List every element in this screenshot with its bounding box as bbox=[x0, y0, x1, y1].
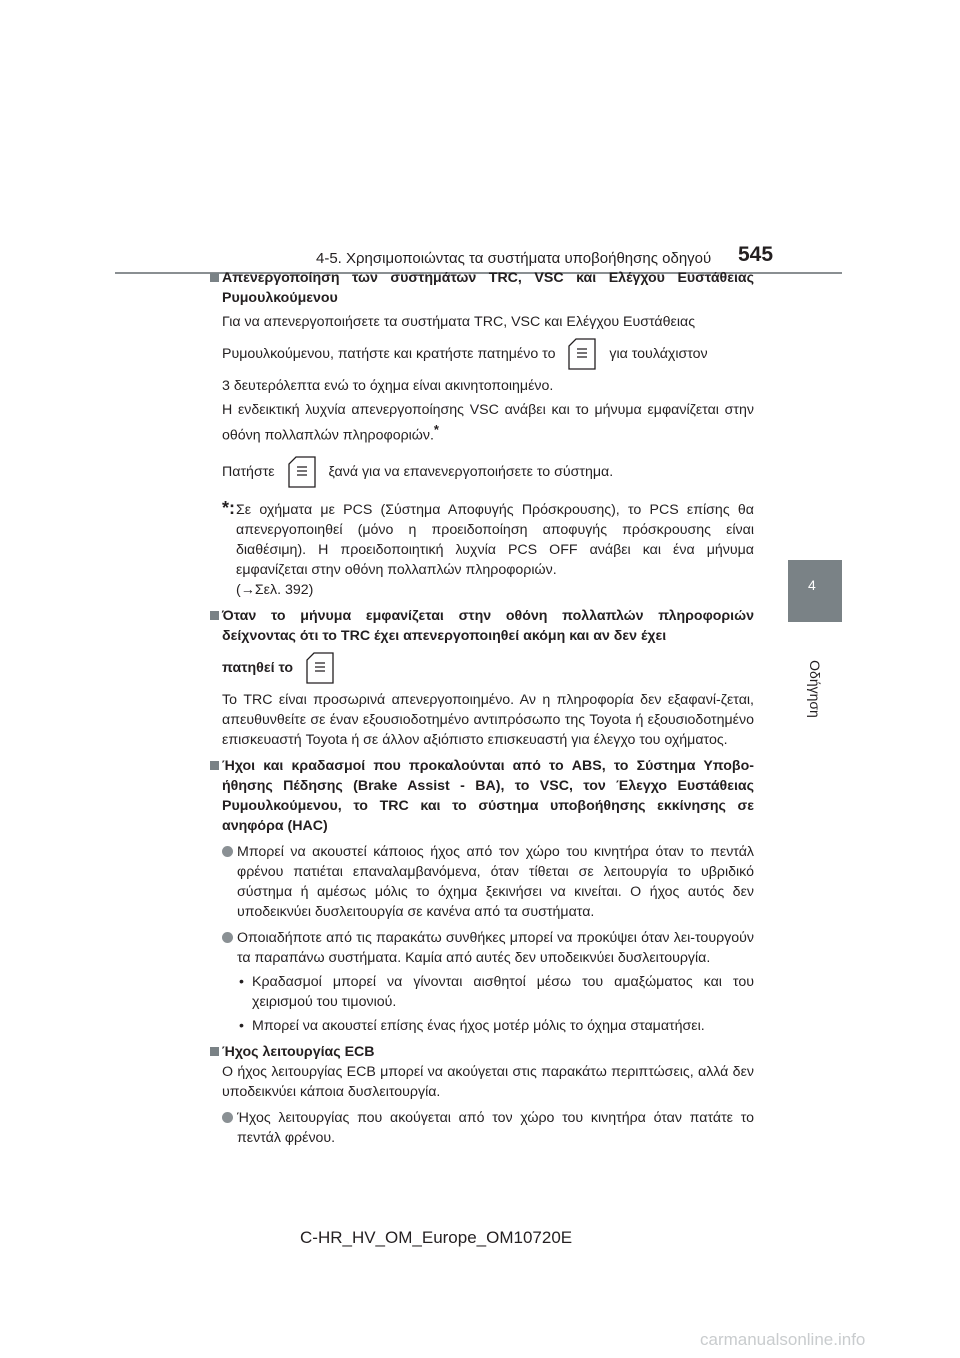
paragraph: Πατήστε ξανά για να επανενεργοποιήσετε το σύστημα. bbox=[222, 450, 754, 494]
vsc-off-button-icon bbox=[287, 455, 317, 489]
list-item: Ήχος λειτουργίας που ακούγεται από τον χώρο του κινητήρα όταν πατάτε το πεντάλ φρένου. bbox=[222, 1108, 754, 1148]
round-bullet-icon bbox=[222, 932, 233, 943]
section-title: Απενεργοποίηση των συστημάτων TRC, VSC και Ελέγχου Ευστάθειας Ρυμουλκούμενου bbox=[210, 268, 754, 308]
page-number: 545 bbox=[738, 243, 774, 266]
list-item: Μπορεί να ακουστεί κάποιος ήχος από τον χώρο του κινητήρα όταν το πεντάλ φρένου πατιέται επαναλαμβανόμενα, όταν τίθεται σε λειτουργία το υβριδικό σύστημα ή αμέσως μόλις το όχημα ξεκινήσει να κινείται. Ο ήχος αυτός δεν υποδεικνύει δυσλειτουργία σε κανένα από τα συστήματα. bbox=[222, 842, 754, 922]
round-bullet-icon bbox=[222, 1112, 233, 1123]
section-title: Όταν το μήνυμα εμφανίζεται στην οθόνη πολλαπλών πληροφοριών δείχνοντας ότι το TRC έχει απενεργοποιηθεί ακόμη και αν δεν έχει πατηθεί το bbox=[210, 606, 754, 690]
section-title: Ήχοι και κραδασμοί που προκαλούνται από το ABS, το Σύστημα Υποβο-ήθησης Πέδησης (Brake Assist - BA), το VSC, τον Έλεγχο Ευστάθειας Ρυμουλκούμενου, το TRC και το σύστημα υποβοήθησης εκκίνησης σε ανηφόρα (HAC) bbox=[210, 756, 754, 836]
page-content bbox=[210, 268, 754, 1154]
document-footer: C-HR_HV_OM_Europe_OM10720E bbox=[300, 1228, 573, 1247]
chapter-number: 4 bbox=[808, 577, 816, 593]
sub-list-item: • Μπορεί να ακουστεί επίσης ένας ήχος μοτέρ μόλις το όχημα σταματήσει. bbox=[239, 1017, 705, 1034]
list-item: Οποιαδήποτε από τις παρακάτω συνθήκες μπορεί να προκύψει όταν λει-τουργούν τα παραπάνω συστήματα. Καμία από αυτές δεν υποδεικνύει δυσλειτουργία. bbox=[222, 928, 754, 968]
square-bullet-icon bbox=[210, 761, 219, 770]
square-bullet-icon bbox=[210, 273, 219, 282]
paragraph: Η ενδεικτική λυχνία απενεργοποίησης VSC ανάβει και το μήνυμα εμφανίζεται στην οθόνη πολλαπλών πληροφοριών.* bbox=[222, 402, 754, 444]
section-disable-trc-vsc bbox=[210, 268, 754, 600]
chapter-label: Οδήγηση bbox=[807, 660, 823, 718]
vsc-off-button-icon bbox=[305, 651, 335, 685]
vsc-off-button-icon bbox=[567, 337, 597, 371]
paragraph: Για να απενεργοποιήσετε τα συστήματα TRC, VSC και Ελέγχου Ευστάθειας Ρυμουλκούμενου, πατήστε και κρατήστε πατημένο το για τουλάχιστον 3 δευτερόλεπτα ενώ το όχημα είναι ακινητοποιημένο. bbox=[222, 314, 708, 394]
running-header: 4-5. Χρησιμοποιώντας τα συστήματα υποβοήθησης οδηγού bbox=[316, 250, 712, 267]
footnote: *: Σε οχήματα με PCS (Σύστημα Αποφυγής Πρόσκρουσης), το PCS επίσης θα απενεργοποιηθεί (μόνο η προειδοποίηση αποφυγής πρόσκρουσης είναι διαθέσιμη). Η προειδοποιητική λυχνία PCS OFF ανάβει και ένα μήνυμα εμφανίζεται στην οθόνη πολλαπλών πληροφοριών. (→Σελ. 392) bbox=[222, 497, 754, 598]
section-ecb-sound bbox=[210, 1042, 754, 1148]
square-bullet-icon bbox=[210, 1047, 219, 1056]
section-sounds-vibrations bbox=[210, 756, 754, 1036]
square-bullet-icon bbox=[210, 611, 219, 620]
paragraph: Το TRC είναι προσωρινά απενεργοποιημένο. Αν η πληροφορία δεν εξαφανί-ζεται, απευθυνθείτε σε έναν εξουσιοδοτημένο αντιπρόσωπο της Toyota ή εξουσιοδοτημένο επισκευαστή Toyota ή σε άλλον αξιόπιστο επισκευαστή για έλεγχο του οχήματος. bbox=[222, 691, 754, 748]
sub-list-item: • Κραδασμοί μπορεί να γίνονται αισθητοί μέσω του αμαξώματος και του χειρισμού του τιμονιού. bbox=[239, 973, 754, 1010]
section-trc-message bbox=[210, 606, 754, 750]
paragraph: Ο ήχος λειτουργίας ECB μπορεί να ακούγεται στις παρακάτω περιπτώσεις, αλλά δεν υποδεικνύει κάποια δυσλειτουργία. bbox=[222, 1063, 754, 1100]
round-bullet-icon bbox=[222, 846, 233, 857]
watermark: carmanualsonline.info bbox=[700, 1330, 866, 1349]
section-title: Ήχος λειτουργίας ECB bbox=[210, 1042, 754, 1062]
